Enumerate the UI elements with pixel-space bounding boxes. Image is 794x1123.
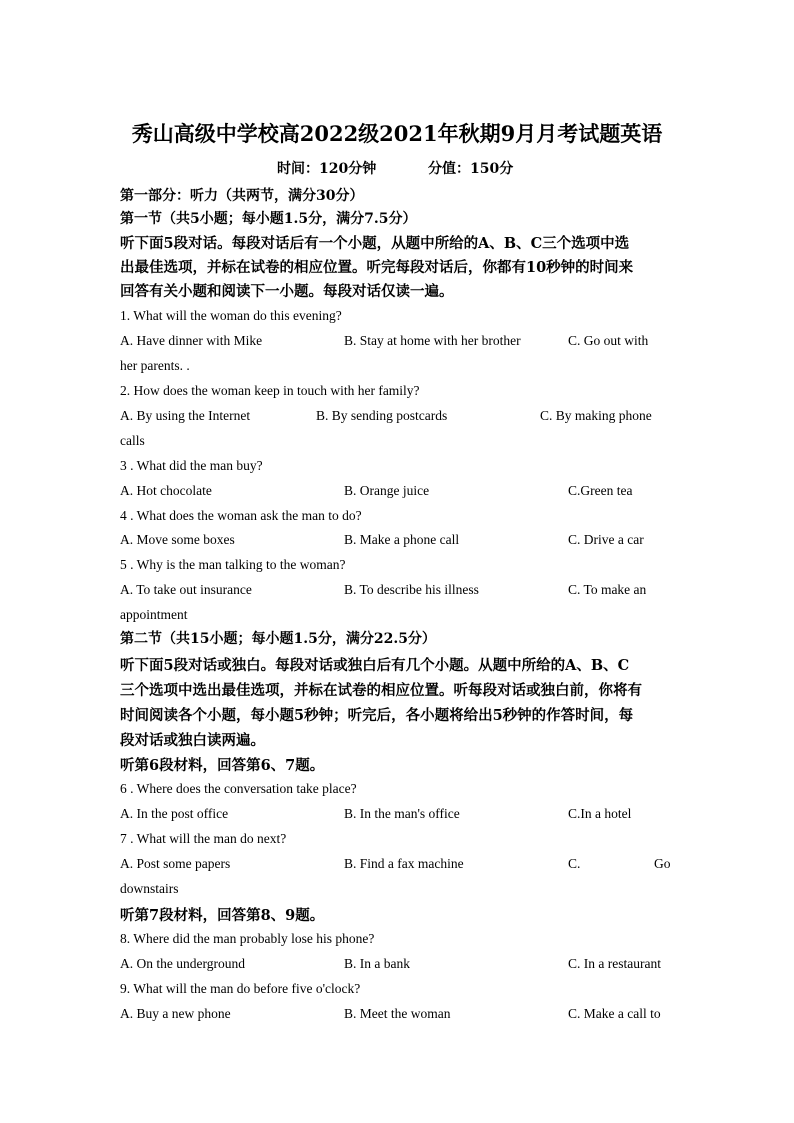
question-6: 6 . Where does the conversation take place?	[120, 781, 357, 796]
option-b: B. In a bank	[344, 956, 410, 971]
option-c: C.	[568, 856, 581, 871]
question-4: 4 . What does the woman ask the man to do?	[120, 508, 362, 523]
exam-title: 秀山高级中学校高2022级2021年秋期9月月考试题英语	[131, 121, 663, 146]
question-2: 2. How does the woman keep in touch with her family?	[120, 383, 420, 398]
option-a: A. By using the Internet	[120, 408, 251, 423]
exam-time: 时间：120分钟	[277, 161, 377, 177]
question-3: 3 . What did the man buy?	[120, 458, 263, 473]
option-b: B. In the man's office	[344, 806, 460, 821]
question-8: 8. Where did the man probably lose his phone?	[120, 931, 375, 946]
option-continuation: downstairs	[120, 881, 179, 896]
option-continuation: her parents. .	[120, 358, 190, 373]
question-7: 7 . What will the man do next?	[120, 831, 287, 846]
material-heading: 听第7段材料，回答第8、9题。	[120, 907, 325, 924]
option-continuation: calls	[120, 433, 145, 448]
option-continuation: appointment	[120, 607, 188, 622]
option-c: C. To make an	[568, 582, 647, 597]
option-a: A. In the post office	[120, 806, 229, 821]
question-1: 1. What will the woman do this evening?	[120, 308, 342, 323]
option-b: B. Find a fax machine	[344, 856, 464, 871]
section2-instruction-line: 听下面5段对话或独白。每段对话或独白后有几个小题。从题中所给的A、B、C	[120, 657, 630, 674]
part-heading: 第一部分：听力（共两节，满分30分）	[120, 188, 364, 204]
exam-score: 分值：150分	[428, 161, 514, 177]
option-c: C. Go out with	[568, 333, 649, 348]
option-c: C. Make a call to	[568, 1006, 661, 1021]
option-b: B. Meet the woman	[344, 1006, 451, 1021]
option-b: B. To describe his illness	[344, 582, 479, 597]
section1-instruction-line: 听下面5段对话。每段对话后有一个小题，从题中所给的A、B、C三个选项中选	[120, 235, 630, 252]
section2-instruction-line: 段对话或独白读两遍。	[120, 732, 265, 749]
option-c: C.In a hotel	[568, 806, 632, 821]
option-a: A. Have dinner with Mike	[120, 333, 263, 348]
option-a: A. On the underground	[120, 956, 245, 971]
option-a: A. Buy a new phone	[120, 1006, 231, 1021]
option-a: A. Hot chocolate	[120, 483, 212, 498]
option-a: A. To take out insurance	[120, 582, 252, 597]
section2-instruction-line: 三个选项中选出最佳选项，并标在试卷的相应位置。听每段对话或独白前，你将有	[120, 682, 642, 699]
option-c-word: Go	[654, 856, 671, 871]
option-b: B. By sending postcards	[316, 408, 448, 423]
question-9: 9. What will the man do before five o'clock?	[120, 981, 361, 996]
option-b: B. Make a phone call	[344, 532, 460, 547]
option-a: A. Post some papers	[120, 856, 231, 871]
section1-instruction-line: 回答有关小题和阅读下一小题。每段对话仅读一遍。	[120, 283, 454, 300]
question-5: 5 . Why is the man talking to the woman?	[120, 557, 346, 572]
section1-instruction-line: 出最佳选项，并标在试卷的相应位置。听完每段对话后，你都有10秒钟的时间来	[120, 259, 634, 276]
section1-heading: 第一节（共5小题；每小题1.5分，满分7.5分）	[120, 211, 417, 227]
option-a: A. Move some boxes	[120, 532, 235, 547]
option-c: C. Drive a car	[568, 532, 644, 547]
option-c: C. By making phone	[540, 408, 652, 423]
section2-instruction-line: 时间阅读各个小题，每小题5秒钟；听完后，各小题将给出5秒钟的作答时间，每	[120, 707, 634, 724]
section2-heading: 第二节（共15小题；每小题1.5分，满分22.5分）	[120, 631, 436, 647]
option-b: B. Orange juice	[344, 483, 430, 498]
material-heading: 听第6段材料，回答第6、7题。	[120, 757, 325, 774]
option-c: C.Green tea	[568, 483, 633, 498]
option-b: B. Stay at home with her brother	[344, 333, 521, 348]
option-c: C. In a restaurant	[568, 956, 661, 971]
